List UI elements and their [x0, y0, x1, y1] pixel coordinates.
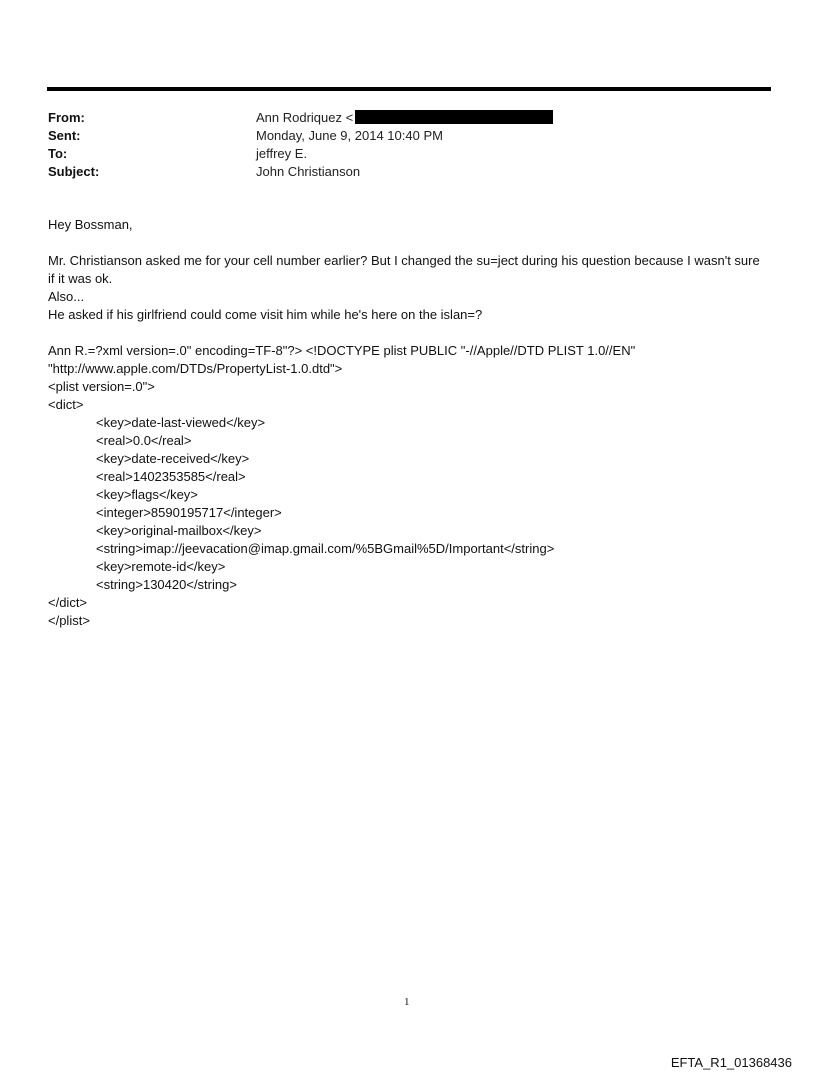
plist-line: <real>1402353585</real>	[96, 469, 246, 484]
plist-close: </plist>	[48, 613, 90, 628]
to-label: To:	[48, 146, 68, 161]
plist-line: <key>original-mailbox</key>	[96, 523, 262, 538]
signature-line-1: Ann R.=?xml version=.0" encoding=TF-8"?> <!DOCTYPE plist PUBLIC "-//Apple//DTD PLIST 1.0//EN"	[48, 343, 636, 358]
sent-value: Monday, June 9, 2014 10:40 PM	[256, 128, 443, 143]
dict-open: <dict>	[48, 397, 84, 412]
email-body	[48, 216, 768, 630]
body-paragraph-2: He asked if his girlfriend could come visit him while he's here on the islan=?	[48, 307, 483, 322]
plist-line: <key>date-last-viewed</key>	[96, 415, 266, 430]
plist-line: <real>0.0</real>	[96, 433, 192, 448]
greeting: Hey Bossman,	[48, 217, 133, 232]
plist-line: <string>imap://jeevacation@imap.gmail.com/%5BGmail%5D/Important</string>	[96, 541, 555, 556]
redaction-bar	[355, 110, 553, 124]
plist-line: <string>130420</string>	[96, 577, 237, 592]
page-number: 1	[404, 996, 410, 1008]
from-value	[256, 109, 553, 127]
header-rule	[47, 87, 771, 91]
plist-line: <integer>8590195717</integer>	[96, 505, 282, 520]
from-name: Ann Rodriquez <	[256, 110, 354, 125]
subject-label: Subject:	[48, 164, 100, 179]
dict-close: </dict>	[48, 595, 88, 610]
from-row	[48, 109, 768, 127]
sent-label: Sent:	[48, 128, 81, 143]
subject-value: John Christianson	[256, 164, 361, 179]
document-stamp: EFTA_R1_01368436	[670, 1055, 792, 1070]
plist-line: <key>flags</key>	[96, 487, 198, 502]
plist-line: <key>remote-id</key>	[96, 559, 226, 574]
to-value: jeffrey E.	[256, 146, 308, 161]
to-row	[48, 145, 768, 163]
body-also: Also...	[48, 289, 85, 304]
subject-row	[48, 163, 768, 181]
body-paragraph-1: Mr. Christianson asked me for your cell number earlier? But I changed the su=ject during his question because I wasn't sure if it was ok.	[48, 253, 760, 286]
plist-open: <plist version=.0">	[48, 379, 155, 394]
sent-row	[48, 127, 768, 145]
from-label: From:	[48, 110, 85, 125]
plist-line: <key>date-received</key>	[96, 451, 250, 466]
email-header	[48, 109, 768, 181]
signature-line-2: "http://www.apple.com/DTDs/PropertyList-1.0.dtd">	[48, 361, 343, 376]
